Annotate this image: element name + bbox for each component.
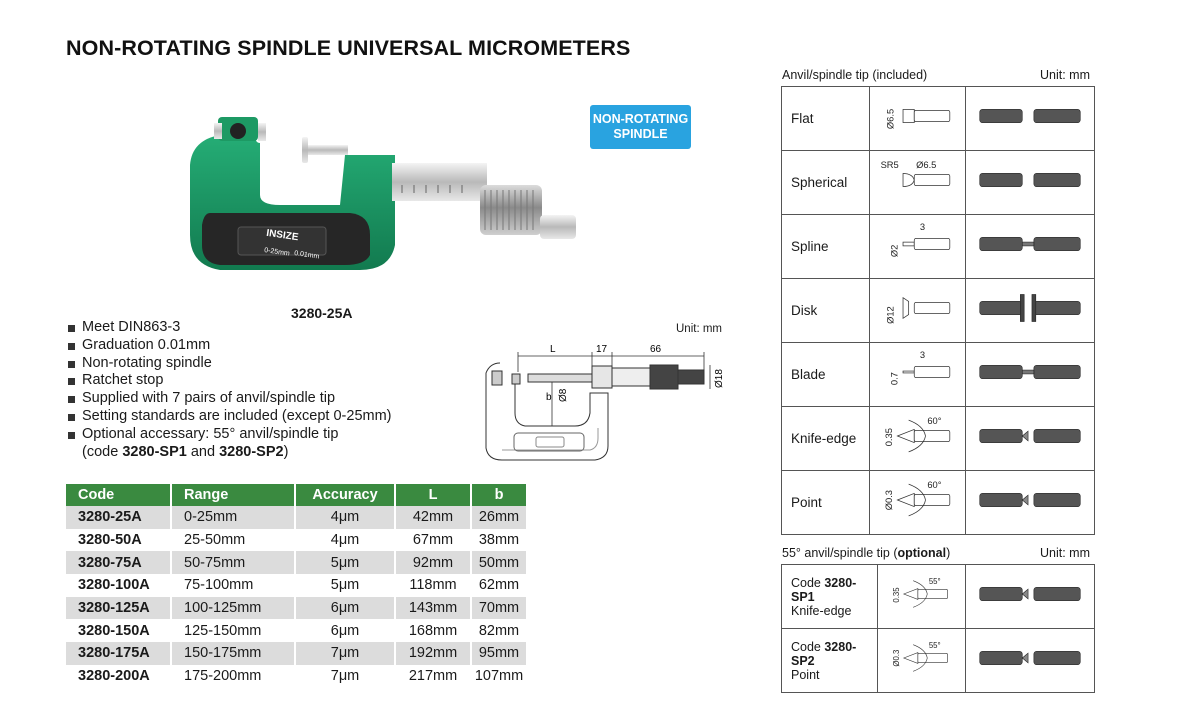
feature-item xyxy=(66,390,392,408)
feature-text: Meet DIN863-3 xyxy=(82,319,181,335)
table-row xyxy=(66,574,526,597)
tip-drawing-cell xyxy=(870,343,966,407)
table-row xyxy=(66,619,526,642)
tip-photo-cell xyxy=(966,565,1095,629)
bullet-icon xyxy=(68,343,75,350)
tip-photo xyxy=(966,565,1094,623)
table-row xyxy=(66,551,526,574)
cell-L: 143mm xyxy=(395,597,471,620)
badge-line-2: SPINDLE xyxy=(613,127,668,141)
tip-dim-label: SR5 xyxy=(880,159,899,170)
feature-item xyxy=(66,337,392,355)
cell-b: 107mm xyxy=(471,665,526,688)
spec-table xyxy=(66,484,526,688)
bullet-icon xyxy=(68,325,75,332)
feature-text: and xyxy=(186,443,220,460)
tip-dim-label: Ø6.5 xyxy=(885,108,896,130)
tip-photo xyxy=(966,407,1094,465)
feature-item xyxy=(66,426,392,444)
tip-drawing-cell xyxy=(870,279,966,343)
cell-range: 50-75mm xyxy=(171,551,295,574)
tip-dim-label: 0.35 xyxy=(883,428,894,447)
tip-photo-cell xyxy=(966,87,1095,151)
cell-b: 26mm xyxy=(471,506,526,529)
cell-b: 38mm xyxy=(471,529,526,552)
table-row xyxy=(66,642,526,665)
dim-b: b xyxy=(546,392,552,403)
cell-code: 3280-50A xyxy=(66,529,171,552)
tip-drawing-cell xyxy=(870,215,966,279)
tip-drawing-cell xyxy=(870,471,966,535)
tip-photo xyxy=(966,151,1094,209)
badge-line-1: NON-ROTATING xyxy=(592,112,689,126)
optional-heading xyxy=(782,546,950,560)
tip-code: 3280-SP2 xyxy=(791,639,857,668)
spindle xyxy=(308,145,348,155)
page-title: NON-ROTATING SPINDLE UNIVERSAL MICROMETERS xyxy=(66,36,631,60)
tip-drawing xyxy=(872,215,964,273)
table-row xyxy=(66,665,526,688)
optional-heading-bold: optional xyxy=(897,546,947,560)
tip-drawing xyxy=(872,343,964,401)
feature-list xyxy=(66,319,392,461)
tip-dim-label: 60° xyxy=(926,479,942,490)
cell-accuracy: 5μm xyxy=(295,574,395,597)
tip-drawing-cell xyxy=(870,87,966,151)
spec-table-body xyxy=(66,506,526,688)
cell-range: 75-100mm xyxy=(171,574,295,597)
dim-dia18: Ø18 xyxy=(714,369,725,388)
feature-item-continued xyxy=(66,444,392,462)
dimension-diagram xyxy=(480,338,730,468)
tip-photo-cell xyxy=(966,471,1095,535)
table-row xyxy=(66,506,526,529)
tip-name: Point xyxy=(791,667,820,682)
bullet-icon xyxy=(68,396,75,403)
tips-heading: Anvil/spindle tip (included) xyxy=(782,68,928,82)
tip-drawing xyxy=(872,87,964,145)
tip-photo xyxy=(966,279,1094,337)
cell-b: 62mm xyxy=(471,574,526,597)
feature-text: Ratchet stop xyxy=(82,372,164,389)
tip-photo xyxy=(966,343,1094,401)
tip-drawing xyxy=(872,151,964,209)
tip-photo-cell xyxy=(966,151,1095,215)
col-header-b: b xyxy=(471,484,526,506)
cell-range: 100-125mm xyxy=(171,597,295,620)
anvil-tip-left xyxy=(214,123,222,139)
feature-item xyxy=(66,355,392,373)
brand-logo: INSIZE xyxy=(265,227,300,244)
optional-code-sp1: 3280-SP1 xyxy=(122,443,187,460)
col-header-range: Range xyxy=(171,484,295,506)
tip-photo-cell xyxy=(966,279,1095,343)
dim-66: 66 xyxy=(650,344,662,355)
tip-row xyxy=(782,151,1095,215)
frame-graduation-text: 0.01mm xyxy=(293,250,320,261)
tip-row xyxy=(782,407,1095,471)
tip-row xyxy=(782,215,1095,279)
cell-b: 70mm xyxy=(471,597,526,620)
tip-row xyxy=(782,87,1095,151)
dim-17: 17 xyxy=(596,344,608,355)
col-header-accuracy: Accuracy xyxy=(295,484,395,506)
cell-accuracy: 7μm xyxy=(295,665,395,688)
tip-drawing xyxy=(872,407,964,465)
tip-row xyxy=(782,343,1095,407)
feature-text: Setting standards are included (except 0-25mm) xyxy=(82,407,392,424)
tip-drawing xyxy=(885,629,957,687)
tip-name: Knife-edge xyxy=(791,603,852,618)
dim-dia8: Ø8 xyxy=(558,388,569,402)
cell-range: 125-150mm xyxy=(171,619,295,642)
tip-photo xyxy=(966,87,1094,145)
spindle-tip xyxy=(302,137,308,163)
dim-L: L xyxy=(550,344,556,355)
micrometer-product-photo xyxy=(180,95,590,290)
cell-range: 150-175mm xyxy=(171,642,295,665)
tip-name-cell: Blade xyxy=(782,343,870,407)
optional-unit: Unit: mm xyxy=(1040,546,1090,560)
bullet-icon xyxy=(68,361,75,368)
table-row xyxy=(66,529,526,552)
optional-heading-text: 55° anvil/spindle tip ( xyxy=(782,546,898,560)
optional-tips-table xyxy=(781,564,1095,693)
tip-row xyxy=(782,565,1095,629)
cell-accuracy: 4μm xyxy=(295,506,395,529)
anvil-tip-right xyxy=(258,123,266,141)
tip-name-cell: Spherical xyxy=(782,151,870,215)
tip-row xyxy=(782,471,1095,535)
cell-code: 3280-100A xyxy=(66,574,171,597)
bullet-icon xyxy=(68,414,75,421)
tip-dim-label: Ø2 xyxy=(889,244,900,258)
tip-code: 3280-SP1 xyxy=(791,575,857,604)
spec-table-header-row xyxy=(66,484,526,506)
tips-unit: Unit: mm xyxy=(1040,68,1090,82)
tip-dim-label: Ø0.3 xyxy=(883,490,894,511)
tip-drawing xyxy=(872,471,964,529)
tip-photo xyxy=(966,629,1094,687)
tip-name-cell: Flat xyxy=(782,87,870,151)
cell-b: 95mm xyxy=(471,642,526,665)
tip-dim-label: 60° xyxy=(926,415,942,426)
col-header-code: Code xyxy=(66,484,171,506)
tip-drawing-cell xyxy=(877,629,965,693)
cell-b: 82mm xyxy=(471,619,526,642)
tip-name-cell xyxy=(782,629,878,693)
tip-photo xyxy=(966,215,1094,273)
cell-code: 3280-75A xyxy=(66,551,171,574)
tip-dim-label: 55° xyxy=(929,576,941,586)
tip-photo-cell xyxy=(966,629,1095,693)
tip-drawing-cell xyxy=(877,565,965,629)
feature-item xyxy=(66,372,392,390)
tip-drawing xyxy=(885,565,957,623)
tip-drawing-cell xyxy=(870,407,966,471)
frame-range-text: 0-25mm xyxy=(263,247,291,258)
cell-code: 3280-25A xyxy=(66,506,171,529)
tip-dim-label: 0.7 xyxy=(889,372,900,386)
optional-heading-text: ) xyxy=(946,546,951,560)
table-row xyxy=(66,597,526,620)
tip-drawing xyxy=(872,279,964,337)
cell-range: 25-50mm xyxy=(171,529,295,552)
cell-accuracy: 6μm xyxy=(295,597,395,620)
tip-photo-cell xyxy=(966,343,1095,407)
tip-dim-label: 3 xyxy=(919,349,925,360)
cell-range: 175-200mm xyxy=(171,665,295,688)
cell-L: 118mm xyxy=(395,574,471,597)
cell-code: 3280-150A xyxy=(66,619,171,642)
tip-dim-label: Ø6.5 xyxy=(915,159,937,170)
cell-code: 3280-125A xyxy=(66,597,171,620)
feature-item xyxy=(66,319,392,337)
tip-row xyxy=(782,279,1095,343)
cell-code: 3280-175A xyxy=(66,642,171,665)
feature-text: Optional accessary: 55° anvil/spindle tip xyxy=(82,425,339,442)
product-caption: 3280-25A xyxy=(291,305,353,321)
cell-L: 217mm xyxy=(395,665,471,688)
cell-code: 3280-200A xyxy=(66,665,171,688)
feature-text: (code xyxy=(82,443,123,460)
cell-L: 92mm xyxy=(395,551,471,574)
tip-name-cell: Spline xyxy=(782,215,870,279)
tip-name-cell xyxy=(782,565,878,629)
cell-b: 50mm xyxy=(471,551,526,574)
cell-range: 0-25mm xyxy=(171,506,295,529)
tip-dim-label: 3 xyxy=(919,221,925,232)
tip-photo-cell xyxy=(966,215,1095,279)
anvil-lock xyxy=(230,123,246,139)
cell-accuracy: 7μm xyxy=(295,642,395,665)
tip-dim-label: Ø0.3 xyxy=(892,649,902,667)
col-header-L: L xyxy=(395,484,471,506)
sleeve xyxy=(392,163,487,201)
cell-L: 67mm xyxy=(395,529,471,552)
tip-drawing-cell xyxy=(870,151,966,215)
cell-L: 192mm xyxy=(395,642,471,665)
cell-accuracy: 6μm xyxy=(295,619,395,642)
feature-text: Non-rotating spindle xyxy=(82,354,212,371)
code-label: Code xyxy=(791,639,825,654)
optional-code-sp2: 3280-SP2 xyxy=(219,443,284,460)
feature-text: Graduation 0.01mm xyxy=(82,336,211,353)
cell-accuracy: 5μm xyxy=(295,551,395,574)
diagram-unit-label: Unit: mm xyxy=(676,323,722,335)
cell-L: 168mm xyxy=(395,619,471,642)
tip-name-cell: Knife-edge xyxy=(782,407,870,471)
tip-dim-label: 0.35 xyxy=(892,587,902,603)
feature-text: Supplied with 7 pairs of anvil/spindle tip xyxy=(82,390,336,407)
included-tips-table xyxy=(781,86,1095,535)
feature-text: ) xyxy=(283,443,289,460)
tip-photo xyxy=(966,471,1094,529)
cell-accuracy: 4μm xyxy=(295,529,395,552)
bullet-icon xyxy=(68,432,75,439)
tip-name-cell: Point xyxy=(782,471,870,535)
ratchet-stop xyxy=(540,215,576,239)
tip-dim-label: 55° xyxy=(929,640,941,650)
non-rotating-badge xyxy=(590,105,691,149)
feature-item xyxy=(66,408,392,426)
tip-row xyxy=(782,629,1095,693)
bullet-icon xyxy=(68,378,75,385)
tip-photo-cell xyxy=(966,407,1095,471)
tip-dim-label: Ø12 xyxy=(885,306,896,324)
tip-name-cell: Disk xyxy=(782,279,870,343)
cell-L: 42mm xyxy=(395,506,471,529)
code-label: Code xyxy=(791,575,825,590)
